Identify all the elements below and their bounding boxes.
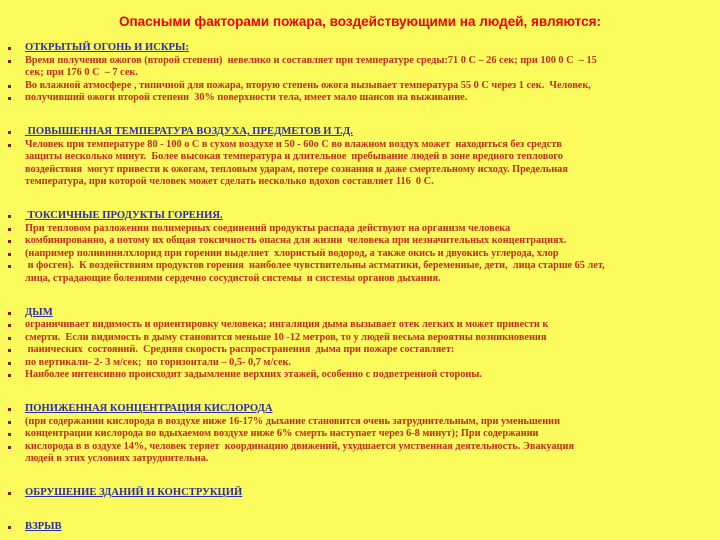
hazard-text: по вертикали- 2- 3 м/сек; по горизонтали – 0,5- 0,7 м/сек. [25, 356, 292, 368]
hazard-text: получивший ожоги второй степени 30% поверхности тела, имеет мало шансов на выживание. [25, 92, 468, 104]
list-item [0, 126, 720, 139]
bullet-square-icon [8, 526, 11, 529]
list-item [0, 521, 720, 534]
hazard-text: панических состояний. Средняя скорость распространения дыма при пожаре составляет: [25, 344, 455, 356]
hazard-text: (при содержании кислорода в воздухе ниже 16-17% дыхание становится очень затруднительным, при уменьшении [25, 415, 561, 427]
bullet-square-icon [8, 312, 11, 315]
hazard-text: Наиболее интенсивно происходит задымление верхних этажей, особенно с подветренной стороны. [25, 369, 482, 381]
list-item [0, 344, 720, 357]
bullet-square-icon [8, 60, 11, 63]
list-item [0, 487, 720, 500]
hazard-text: концентрации кислорода во вдыхаемом воздухе ниже 6% смерть наступает через 6-8 минут); При содержании [25, 428, 539, 440]
hazard-text: защиты несколько минут. Более высокая температура и длительное пребывание людей в зоне вредного теплового [25, 151, 563, 163]
bullet-square-icon [8, 374, 11, 377]
list-item [0, 307, 720, 320]
hazard-text: сек; при 176 0 С – 7 сек. [25, 67, 138, 79]
hazard-text: комбинированно, а потому их общая токсичность опасна для жизни человека при незначительных концентрациях. [25, 235, 567, 247]
hazard-text: При тепловом разложении полимерных соединений продукты распада действуют на организм человека [25, 222, 511, 234]
hazard-text: воздействия могут привести к ожогам, тепловым ударам, потере сознания и даже смертельному исходу. Предельная [25, 163, 568, 175]
page-title: Опасными факторами пожара, воздействующими на людей, являются: [119, 14, 601, 29]
bullet-square-icon [8, 446, 11, 449]
hazard-text: Время получения ожогов (второй степени) невелико и составляет при температуре среды:71 0 С – 26 сек; при 100 0 С – 15 [25, 54, 597, 66]
bullet-square-icon [8, 362, 11, 365]
list-item [0, 403, 720, 416]
bullet-square-icon [8, 131, 11, 134]
hazard-text: (например поливинилхлорид при горении выделяет хлористый водород, а также окись и двуокись углерода, хлор [25, 247, 559, 259]
bullet-square-icon [8, 240, 11, 243]
list-item [0, 176, 720, 189]
hazard-text: Человек при температуре 80 - 100 о С в сухом воздухе и 50 - 60о С во влажном воздух может находиться без средств [25, 138, 562, 150]
list-item [0, 428, 720, 441]
list-item [0, 55, 720, 68]
list-item [0, 319, 720, 332]
list-item [0, 210, 720, 223]
hazard-heading: ПОНИЖЕННАЯ КОНЦЕНТРАЦИЯ КИСЛОРОДА [25, 403, 273, 415]
list-item [0, 151, 720, 164]
hazard-text: ограничивает видимость и ориентировку человека; ингаляция дыма вызывает отек легких и может привести к [25, 319, 549, 331]
bullet-square-icon [8, 228, 11, 231]
bullet-square-icon [8, 97, 11, 100]
list-item [0, 357, 720, 370]
bullet-square-icon [8, 253, 11, 256]
bullet-square-icon [8, 85, 11, 88]
list-item [0, 164, 720, 177]
list-item [0, 42, 720, 55]
hazard-text: и фосген). К воздействиям продуктов горения наиболее чувствительны астматики, беременные, дети, лица старше 65 лет, [25, 260, 605, 272]
hazard-text: кислорода в в оздухе 14%, человек теряет координацию движений, ухудшается умственная деятельность. Эвакуация [25, 440, 574, 452]
hazard-text: смерти. Если видимость в дыму становится меньше 10 -12 метров, то у людей весьма вероятны возникновения [25, 331, 547, 343]
hazard-heading: ОБРУШЕНИЕ ЗДАНИЙ И КОНСТРУКЦИЙ [25, 487, 243, 499]
hazard-heading: ВЗРЫВ [25, 520, 62, 532]
list-item [0, 441, 720, 454]
list-item [0, 332, 720, 345]
list-item [0, 369, 720, 382]
bullet-square-icon [8, 324, 11, 327]
bullet-square-icon [8, 265, 11, 268]
bullet-square-icon [8, 215, 11, 218]
hazard-text: людей в этих условиях затруднительна. [25, 453, 209, 465]
bullet-square-icon [8, 47, 11, 50]
list-item [0, 453, 720, 466]
hazard-heading: ДЫМ [25, 306, 53, 318]
list-item [0, 223, 720, 236]
bullet-square-icon [8, 144, 11, 147]
bullet-square-icon [8, 421, 11, 424]
hazard-list [0, 42, 720, 533]
list-item [0, 80, 720, 93]
list-item [0, 92, 720, 105]
bullet-square-icon [8, 337, 11, 340]
hazard-text: лица, страдающие болезнями сердечно сосудистой системы и системы органов дыхания. [25, 272, 441, 284]
list-item [0, 416, 720, 429]
bullet-square-icon [8, 433, 11, 436]
hazard-heading: ОТКРЫТЫЙ ОГОНЬ И ИСКРЫ: [25, 42, 189, 53]
bullet-square-icon [8, 349, 11, 352]
bullet-square-icon [8, 408, 11, 411]
list-item [0, 235, 720, 248]
list-item [0, 260, 720, 273]
list-item [0, 139, 720, 152]
hazard-text: температура, при которой человек может сделать несколько вдохов составляет 116 0 С. [25, 176, 434, 188]
hazard-heading: ПОВЫШЕННАЯ ТЕМПЕРАТУРА ВОЗДУХА, ПРЕДМЕТОВ И Т.Д. [25, 125, 353, 137]
list-item [0, 273, 720, 286]
list-item [0, 248, 720, 261]
list-item [0, 67, 720, 80]
bullet-square-icon [8, 492, 11, 495]
hazard-heading: ТОКСИЧНЫЕ ПРОДУКТЫ ГОРЕНИЯ. [25, 209, 223, 221]
hazard-text: Во влажной атмосфере , типичной для пожара, вторую степень ожога вызывает температура 55 0 С через 1 сек. Человек, [25, 79, 591, 91]
